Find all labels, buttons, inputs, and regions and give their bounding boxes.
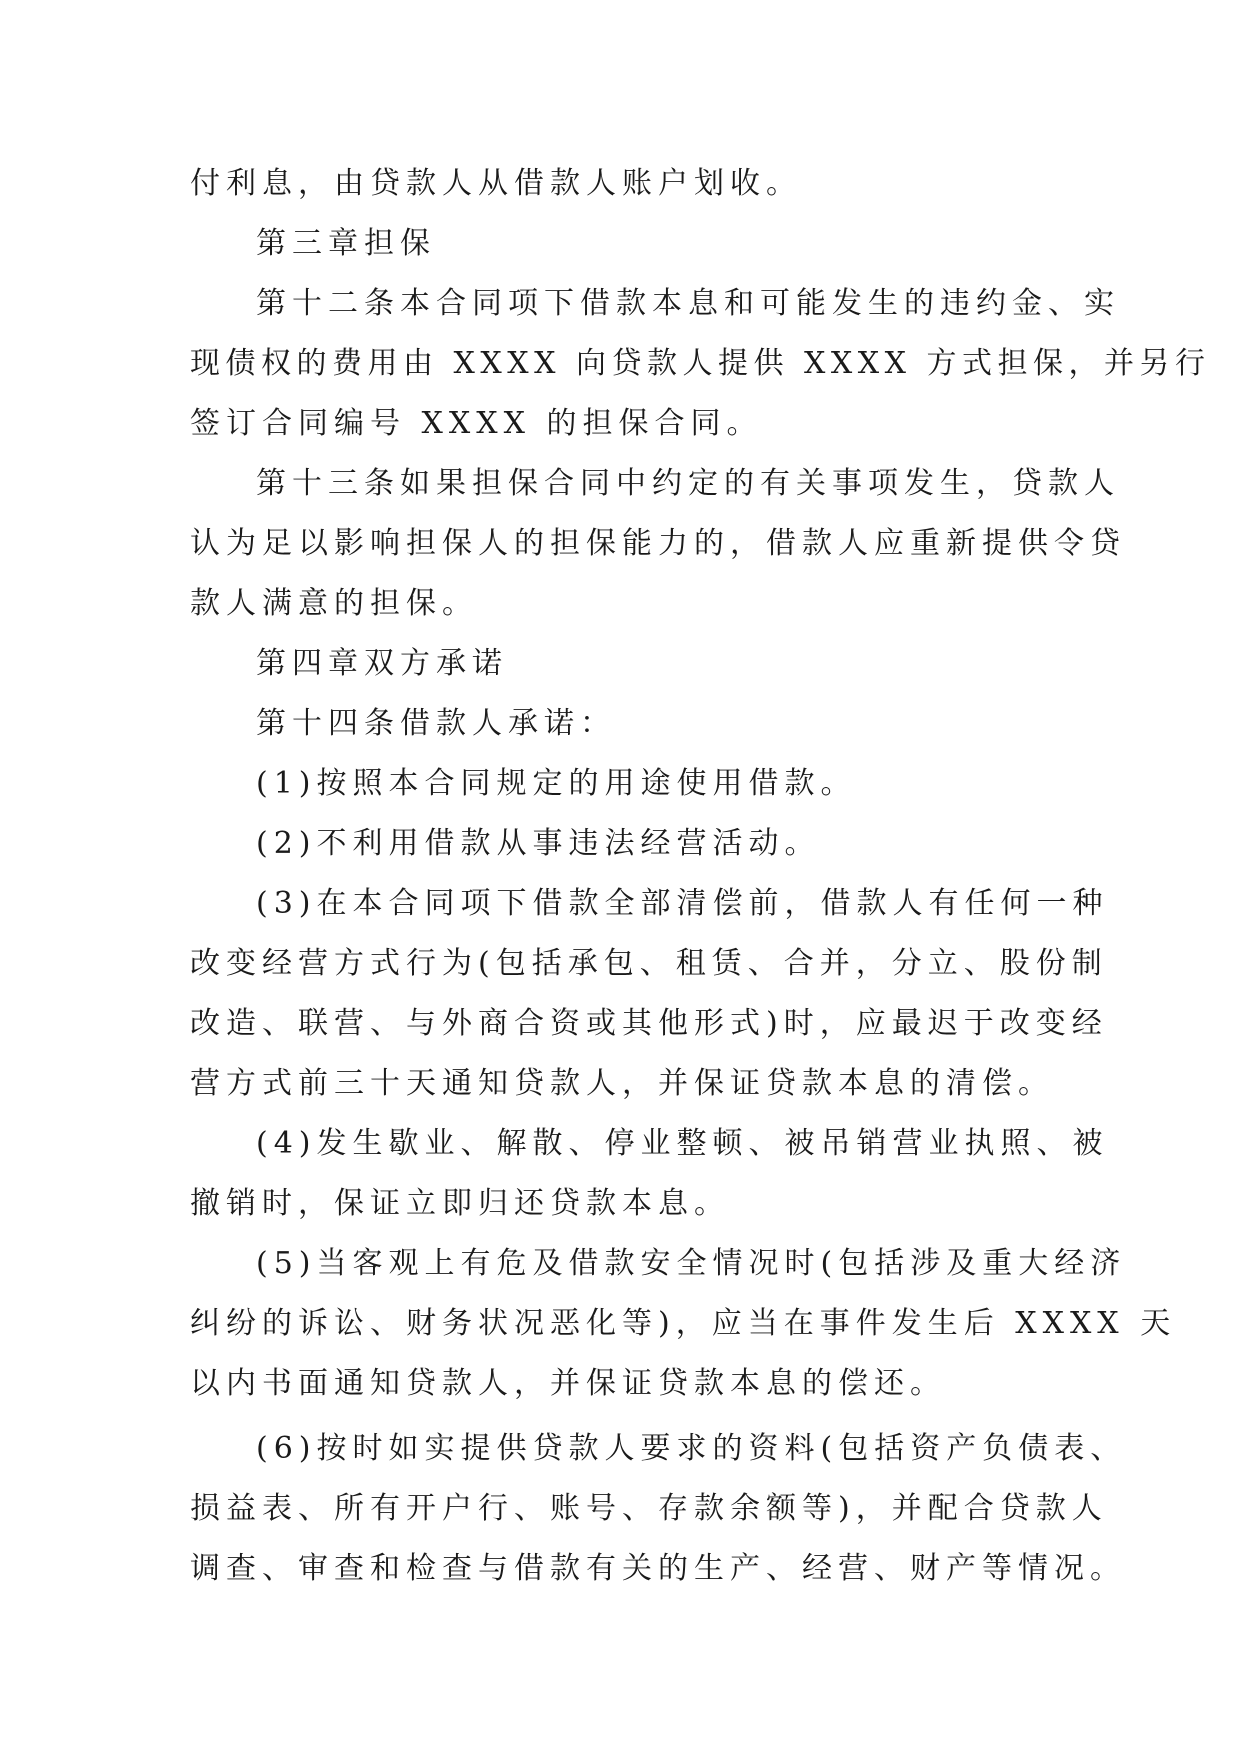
text-line: 改变经营方式行为(包括承包、租赁、合并，分立、股份制 <box>190 946 1108 981</box>
text-line: 认为足以影响担保人的担保能力的，借款人应重新提供令贷 <box>190 526 1126 561</box>
text-line: 以内书面通知贷款人，并保证贷款本息的偿还。 <box>190 1366 946 1401</box>
text-line: (6)按时如实提供贷款人要求的资料(包括资产负债表、 <box>256 1431 1127 1466</box>
text-line: 付利息，由贷款人从借款人账户划收。 <box>190 166 802 201</box>
text-line: 调查、审查和检查与借款有关的生产、经营、财产等情况。 <box>190 1551 1126 1586</box>
text-line: 款人满意的担保。 <box>190 586 478 621</box>
chapter-heading: 第四章双方承诺 <box>256 646 508 681</box>
text-line: (1)按照本合同规定的用途使用借款。 <box>256 766 857 801</box>
text-line: 第十二条本合同项下借款本息和可能发生的违约金、实 <box>256 286 1120 321</box>
text-line: 现债权的费用由 XXXX 向贷款人提供 XXXX 方式担保，并另行 <box>190 346 1211 381</box>
text-line: 第十四条借款人承诺： <box>256 706 616 741</box>
text-line: 营方式前三十天通知贷款人，并保证贷款本息的清偿。 <box>190 1066 1054 1101</box>
text-line: (3)在本合同项下借款全部清偿前，借款人有任何一种 <box>256 886 1109 921</box>
text-line: 改造、联营、与外商合资或其他形式)时，应最迟于改变经 <box>190 1006 1108 1041</box>
text-line: 签订合同编号 XXXX 的担保合同。 <box>190 406 763 441</box>
chapter-heading: 第三章担保 <box>256 226 436 261</box>
text-line: 损益表、所有开户行、账号、存款余额等)，并配合贷款人 <box>190 1491 1108 1526</box>
text-line: (5)当客观上有危及借款安全情况时(包括涉及重大经济 <box>256 1246 1127 1281</box>
text-line: 撤销时，保证立即归还贷款本息。 <box>190 1186 730 1221</box>
text-line: (4)发生歇业、解散、停业整顿、被吊销营业执照、被 <box>256 1126 1109 1161</box>
text-line: 第十三条如果担保合同中约定的有关事项发生，贷款人 <box>256 466 1120 501</box>
text-line: (2)不利用借款从事违法经营活动。 <box>256 826 821 861</box>
text-line: 纠纷的诉讼、财务状况恶化等)，应当在事件发生后 XXXX 天 <box>190 1306 1177 1341</box>
